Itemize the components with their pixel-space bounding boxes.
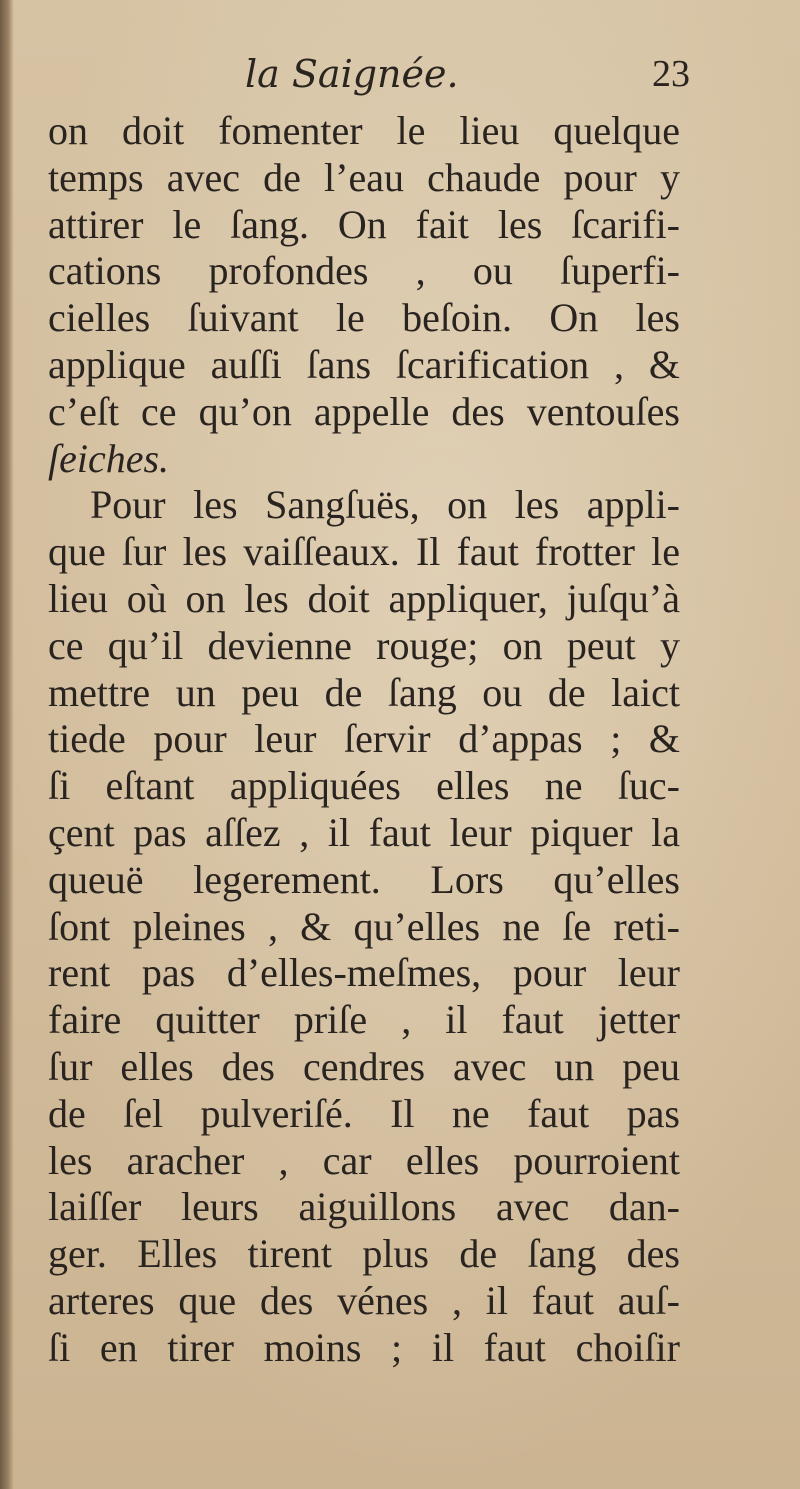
text-line: temps avec de l’eau chaude pour y bbox=[48, 154, 680, 200]
body-text bbox=[48, 108, 680, 1372]
text-line: ſur elles des cendres avec un peu bbox=[48, 1043, 680, 1089]
text-line: ſeiches. bbox=[48, 435, 170, 481]
text-line: de ſel pulveriſé. Il ne faut pas bbox=[48, 1090, 680, 1136]
text-line: ſi en tirer moins ; il faut choiſir bbox=[48, 1324, 680, 1370]
text-line: ſi eſtant appliquées elles ne ſuc- bbox=[48, 763, 680, 809]
text-line: mettre un peu de ſang ou de laict bbox=[48, 669, 680, 715]
text-line: applique auſſi ſans ſcarification , & bbox=[48, 341, 680, 387]
text-line: cations profondes , ou ſuperfi- bbox=[48, 248, 680, 294]
running-title: la Saignée. bbox=[245, 52, 459, 96]
text-line: rent pas d’elles-meſmes, pour leur bbox=[48, 950, 680, 996]
text-line: laiſſer leurs aiguillons avec dan- bbox=[48, 1184, 680, 1230]
text-line: cielles ſuivant le beſoin. On les bbox=[48, 295, 680, 341]
text-line: queuë legerement. Lors qu’elles bbox=[48, 856, 680, 902]
text-line: tiede pour leur ſervir d’appas ; & bbox=[48, 716, 680, 762]
text-line: çent pas aſſez , il faut leur piquer la bbox=[48, 809, 680, 855]
text-line: faire quitter priſe , il faut jetter bbox=[48, 997, 680, 1043]
text-line: ce qu’il devienne rouge; on peut y bbox=[48, 622, 680, 668]
text-line: arteres que des vénes , il faut auſ- bbox=[48, 1277, 680, 1323]
text-line: Pour les Sangſuës, on les appli- bbox=[90, 482, 680, 528]
text-line: on doit fomenter le lieu quelque bbox=[48, 108, 680, 153]
text-line: lieu où on les doit appliquer, juſqu’à bbox=[48, 575, 680, 621]
text-line: ſont pleines , & qu’elles ne ſe reti- bbox=[48, 903, 680, 949]
text-line: que ſur les vaiſſeaux. Il faut frotter le bbox=[48, 529, 680, 575]
page-gutter-shadow bbox=[0, 0, 14, 1489]
page-number: 23 bbox=[652, 53, 690, 95]
page-header bbox=[245, 52, 690, 102]
text-line: les aracher , car elles pourroient bbox=[48, 1137, 680, 1183]
text-line: ger. Elles tirent plus de ſang des bbox=[48, 1231, 680, 1277]
text-line: c’eſt ce qu’on appelle des ventouſes bbox=[48, 388, 680, 434]
text-line: attirer le ſang. On fait les ſcarifi- bbox=[48, 201, 680, 247]
